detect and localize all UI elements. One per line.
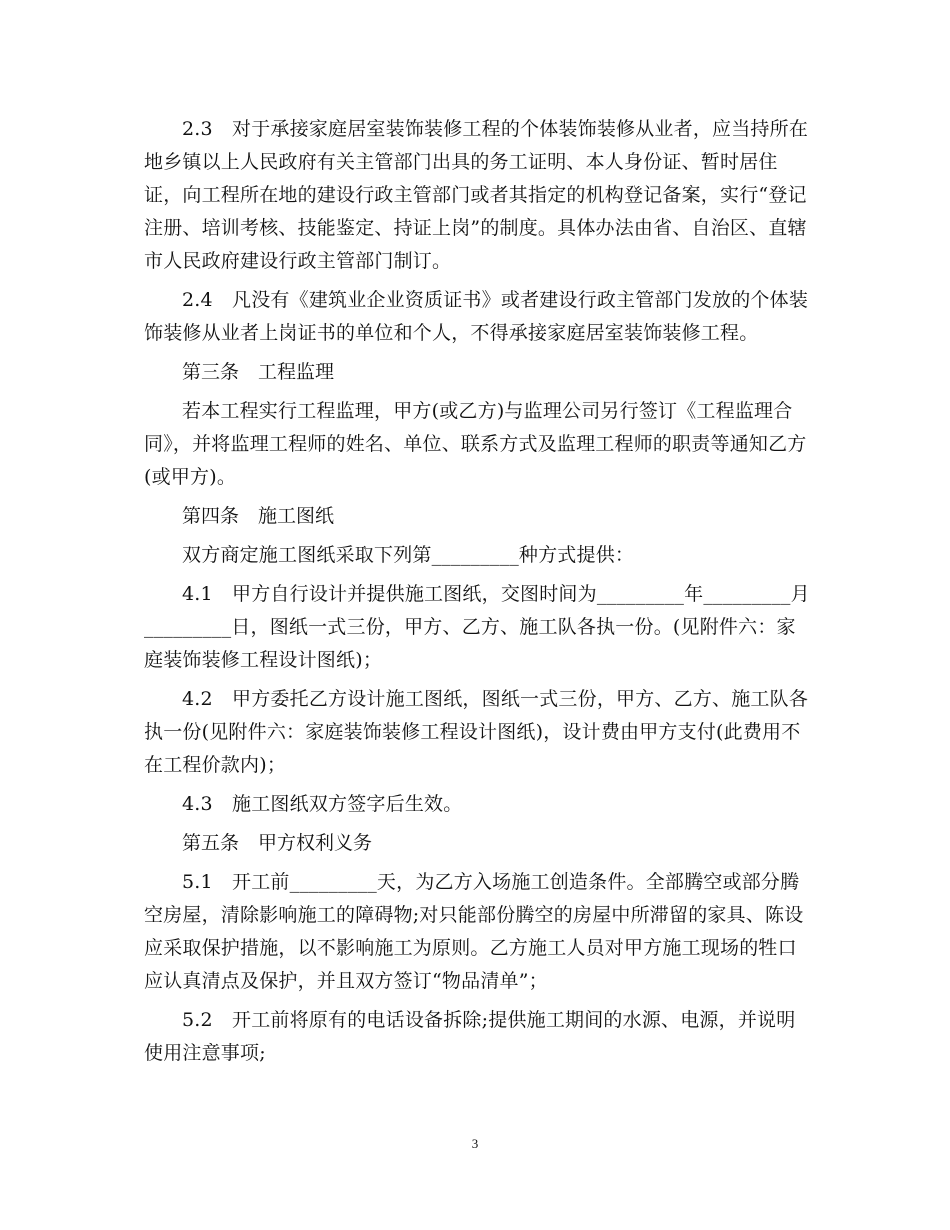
section-heading-article-3: 第三条 工程监理 (182, 361, 335, 383)
section-heading-article-4: 第四条 施工图纸 (182, 505, 335, 527)
paragraph-2-4: 2.4 凡没有《建筑业企业资质证书》或者建设行政主管部门发放的个体装饰装修从业者上岗证书的单位和个人，不得承接家庭居室装饰装修工程。 (144, 289, 809, 344)
paragraph-4-2: 4.2 甲方委托乙方设计施工图纸，图纸一式三份，甲方、乙方、施工队各执一份(见附件六：家庭装饰装修工程设计图纸)，设计费由甲方支付(此费用不在工程价款内)； (144, 688, 809, 776)
document-body (144, 113, 814, 1076)
paragraph-5-2: 5.2 开工前将原有的电话设备拆除;提供施工期间的水源、电源，并说明使用注意事项; (144, 1009, 796, 1064)
paragraph-drawing-method: 双方商定施工图纸采取下列第_________种方式提供： (182, 544, 635, 566)
paragraph-4-1: 4.1 甲方自行设计并提供施工图纸，交图时间为_________年_________月_________日，图纸一式三份，甲方、乙方、施工队各执一份。(见附件六：家庭装饰装修工程设计图纸)； (144, 583, 810, 671)
paragraph-supervision: 若本工程实行工程监理，甲方(或乙方)与监理公司另行签订《工程监理合同》，并将监理工程师的姓名、单位、联系方式及监理工程师的职责等通知乙方(或甲方)。 (144, 400, 807, 488)
paragraph-4-3: 4.3 施工图纸双方签字后生效。 (182, 793, 463, 815)
paragraph-2-3: 2.3 对于承接家庭居室装饰装修工程的个体装饰装修从业者，应当持所在地乡镇以上人民政府有关主管部门出具的务工证明、本人身份证、暂时居住证，向工程所在地的建设行政主管部门或者其指定的机构登记备案，实行“登记注册、培训考核、技能鉴定、持证上岗”的制度。具体办法由省、自治区、直辖市人民政府建设行政主管部门制订。 (144, 118, 809, 272)
section-heading-article-5: 第五条 甲方权利义务 (182, 832, 373, 854)
paragraph-5-1: 5.1 开工前_________天，为乙方入场施工创造条件。全部腾空或部分腾空房屋，清除影响施工的障碍物;对只能部份腾空的房屋中所滞留的家具、陈设应采取保护措施，以不影响施工为原则。乙方施工人员对甲方施工现场的牲口应认真清点及保护，并且双方签订“物品清单”； (144, 871, 804, 992)
page-number: 3 (471, 1136, 479, 1151)
